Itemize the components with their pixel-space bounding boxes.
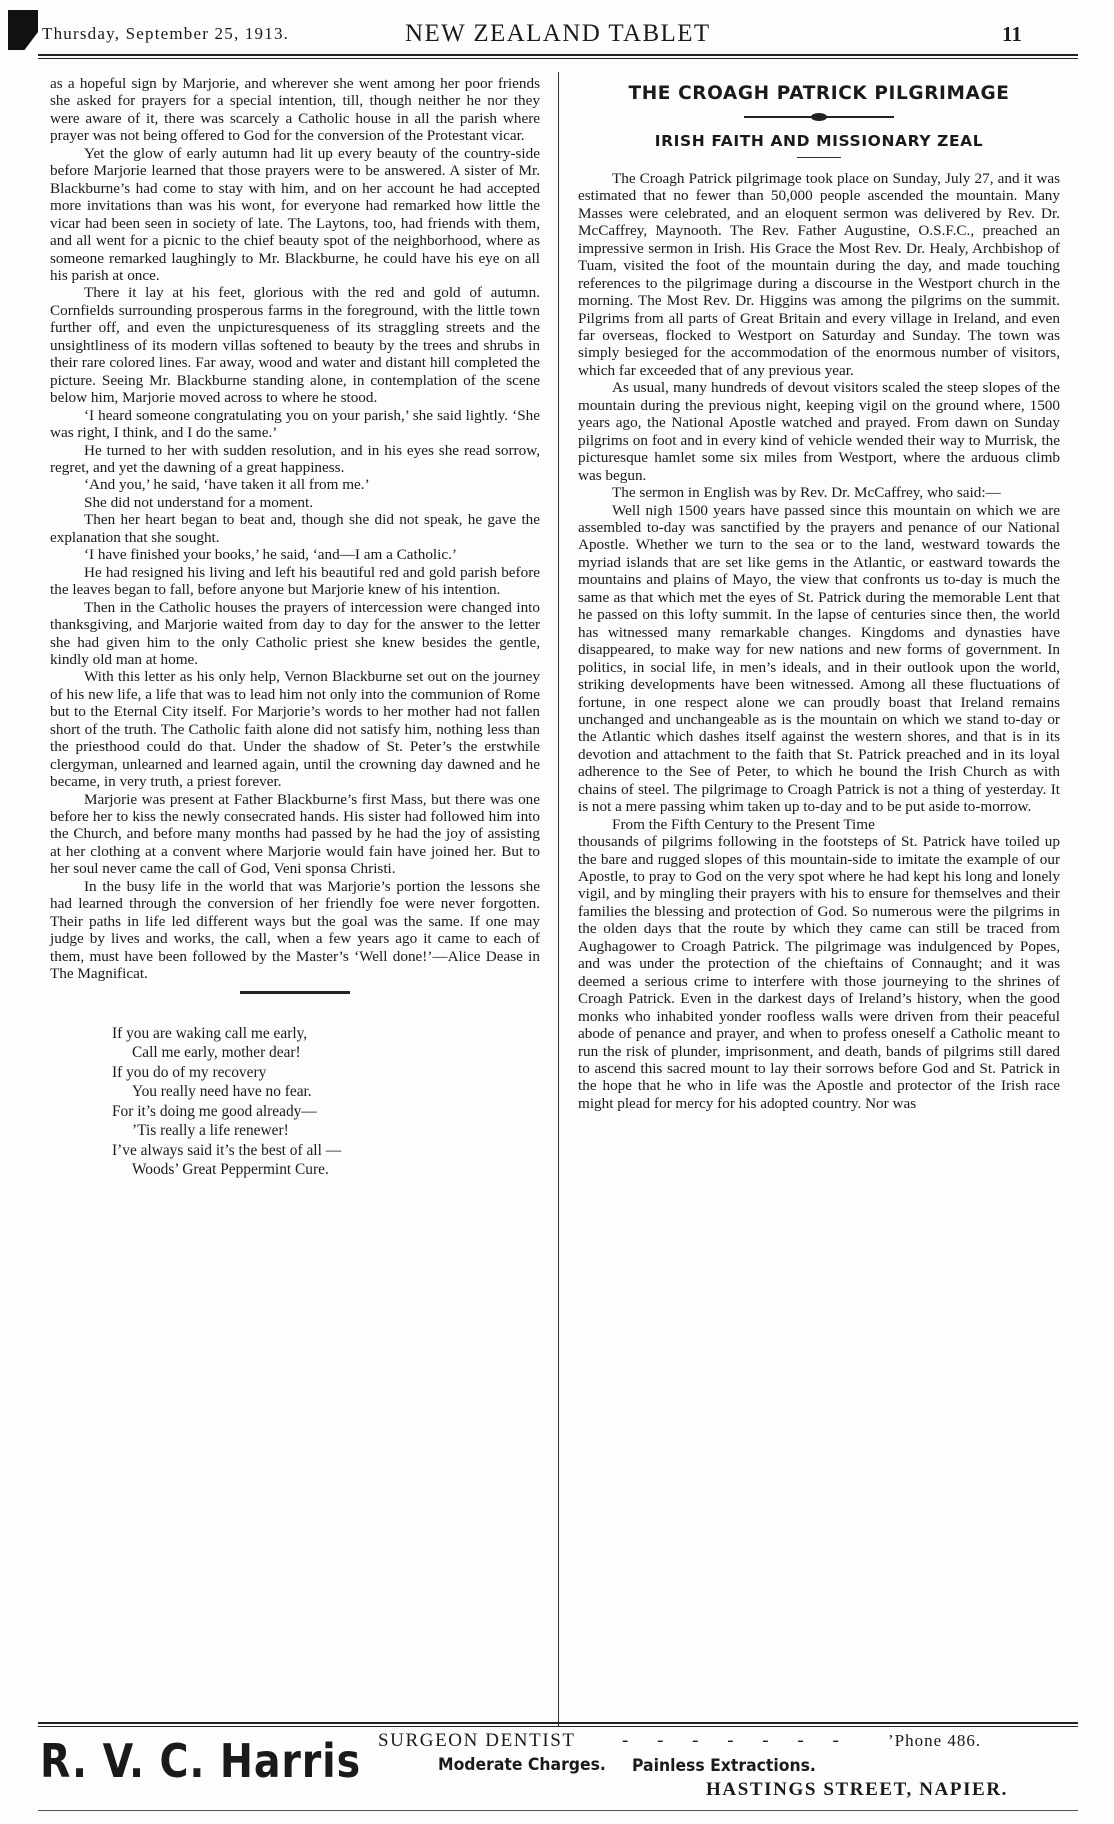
corner-mark [8, 10, 38, 50]
story-paragraph: He had resigned his living and left his beautiful red and gold parish before the leaves began to fall, before anyone but Marjorie knew of his intention. [50, 563, 540, 599]
advert-address: HASTINGS STREET, NAPIER. [706, 1779, 1009, 1800]
right-column [578, 75, 1060, 1112]
advert-dot-leader: - - - - - - - [622, 1730, 851, 1751]
story-paragraph: In the busy life in the world that was Marjorie’s portion the lessons she had learned through the conversion of her friendly foe were never forgotten. Their paths in life led different ways but the goal was the same. If one may judge by lives and works, the call, when a few years ago it came to each of them, must have been followed by the Master’s ‘Well done!’—Alice Dease in The Magnificat. [50, 877, 540, 983]
subtitle-rule [797, 157, 841, 158]
story-paragraph: ‘I have finished your books,’ he said, ‘and—I am a Catholic.’ [84, 546, 457, 564]
advert-profession: SURGEON DENTIST [378, 1730, 576, 1751]
page-number: 11 [1002, 22, 1022, 46]
poem-line: If you do of my recovery [112, 1063, 267, 1081]
article-paragraph: The sermon in English was by Rev. Dr. McCaffrey, who said:— [612, 484, 1001, 502]
sermon-paragraph: thousands of pilgrims following in the footsteps of St. Patrick have toiled up the bare and rugged slopes of this mountain-side to imitate the example of our Apostle, to pray to God on the very spot where he had kept his long and lonely vigil, and by mingling their prayers with his to ensure for themselves and their families the blessing and protection of God. So numerous were the pilgrims in the olden days that the route by which they came can still be traced from Aughagower to Croagh Patrick. The pilgrimage was indulgenced by Popes, and was under the protection of the chieftains of Connaught; and it was deemed a serious crime to interfere with those journeying to the shrines of Croagh Patrick. Even in the darkest days of Ireland’s history, when the good monks who inhabited yonder roofless walls were driven from their peaceful abode of penance and prayer, and when to profess oneself a Catholic meant to run the risk of plunder, imprisonment, and death, bands of pilgrims still dared to ascend this sacred mount to lay their sorrows before God and St. Patrick in the hope that he who in life was the Apostle and protector of the Irish race might plead for mercy for his adopted country. Nor was [578, 833, 1060, 1112]
publication-title: NEW ZEALAND TABLET [405, 20, 711, 47]
story-paragraph: ‘I heard someone congratulating you on your parish,’ she said lightly. ‘She was right, I think, and I do the same.’ [50, 406, 540, 442]
story-paragraph: as a hopeful sign by Marjorie, and wherever she went among her poor friends she asked for prayers for a special intention, till, though neither he nor they were aware of it, there was scarcely a Catholic house in all the parish where prayer was not being offered to God for the conversion of the Protestant vicar. [50, 75, 540, 145]
advert-name: R. V. C. Harris [40, 1734, 361, 1788]
story-paragraph: She did not understand for a moment. [84, 493, 314, 511]
poem-line: You really need have no fear. [132, 1083, 312, 1101]
story-paragraph: There it lay at his feet, glorious with the red and gold of autumn. Cornfields surrounding prosperous farms in the foreground, with the little town further off, and even the unpicturesqueness of its straggling streets and the unsightliness of its modern villas softened to beauty by the trees and shrubs in their rare colored lines. Far away, wood and water and distant hill completed the picture. Seeing Mr. Blackburne standing alone, in contemplation of the scene below him, Marjorie moved across to where he stood. [50, 284, 540, 407]
title-ornament-rule [744, 116, 894, 118]
advert-charges: Moderate Charges. [438, 1755, 606, 1775]
story-paragraph: ‘And you,’ he said, ‘have taken it all from me.’ [84, 476, 370, 494]
footer-rule [38, 1810, 1078, 1811]
left-column [50, 75, 540, 1180]
poem-line: Woods’ Great Peppermint Cure. [132, 1161, 329, 1179]
advert-extractions: Painless Extractions. [632, 1756, 816, 1776]
poem-line: For it’s doing me good already— [112, 1102, 317, 1120]
story-end-rule [240, 991, 350, 994]
story-paragraph: Marjorie was present at Father Blackburne’s first Mass, but there was one before her to kiss the newly consecrated hands. His sister had followed him into the Church, and before many months had passed by he had the joy of assisting at her clothing at a convent where Marjorie would fain have joined her. But to her soul never came the call of God, Veni sponsa Christi. [50, 790, 540, 878]
advert-phone: ’Phone 486. [888, 1731, 982, 1750]
header-rule [38, 54, 1078, 56]
advert-poem [112, 1024, 540, 1180]
story-paragraph: Then in the Catholic houses the prayers of intercession were changed into thanksgiving, and Marjorie waited from day to day for the answer to the letter she had given him to the only Catholic priest she knew besides the gentle, kindly old man at home. [50, 598, 540, 668]
article-paragraph: As usual, many hundreds of devout visitors scaled the steep slopes of the mountain during the previous night, keeping vigil on the ground where, 1500 years ago, the National Apostle watched and prayed. From dawn on Sunday pilgrims on foot and in every kind of vehicle wended their way to Murrisk, the picturesque hamlet some six miles from Westport, where the arduous climb was begun. [578, 379, 1060, 484]
article-title: THE CROAGH PATRICK PILGRIMAGE [628, 83, 1010, 104]
header-date: Thursday, September 25, 1913. [42, 24, 290, 43]
article-subtitle: IRISH FAITH AND MISSIONARY ZEAL [654, 132, 984, 151]
section-heading: From the Fifth Century to the Present Time [612, 815, 875, 833]
story-paragraph: Yet the glow of early autumn had lit up every beauty of the country-side before Marjorie learned that those prayers were to be answered. A sister of Mr. Blackburne’s had come to stay with him, and on her account he had accepted more invitations than was his wont, for everyone had remarked how little the vicar had been seen in society of late. The Laytons, too, had friends with them, and all went for a picnic to the chief beauty spot of the neighborhood, where as someone remarked laughingly to Mr. Blackburne, he could have his eye on all his parish at once. [50, 144, 540, 284]
poem-line: If you are waking call me early, [112, 1024, 308, 1042]
advert-rule [38, 1722, 1078, 1724]
poem-line: I’ve always said it’s the best of all — [112, 1141, 342, 1159]
story-paragraph: With this letter as his only help, Vernon Blackburne set out on the journey of his new life, a life that was to lead him not only into the communion of Rome but to the Eternal City itself. For Marjorie’s words to her mother had not fallen short of the truth. The Catholic faith alone did not satisfy him, nothing less than the priesthood could do that. Under the shadow of St. Peter’s the erstwhile clergyman, unlearned and learned again, until the crowning day dawned and he became, in very truth, a priest forever. [50, 668, 540, 791]
story-paragraph: He turned to her with sudden resolution, and in his eyes she read sorrow, regret, and yet the dawning of a great happiness. [50, 441, 540, 476]
advert-rule-thin [38, 1726, 1078, 1727]
story-paragraph: Then her heart began to beat and, though she did not speak, he gave the explanation that she sought. [50, 511, 540, 546]
page-header [0, 0, 1114, 62]
poem-line: Call me early, mother dear! [132, 1044, 301, 1062]
header-rule-thin [38, 58, 1078, 59]
sermon-paragraph: Well nigh 1500 years have passed since this mountain on which we are assembled to-day was sanctified by the prayers and penance of our National Apostle. Whether we turn to the sea or to the land, westward towards the myriad islands that are set like gems in the Atlantic, or eastward towards the mountains and plains of Mayo, the view that confronts us to-day is much the same as that which met the eyes of St. Patrick during the memorable Lent that he passed on this lofty summit. In the lapse of centuries since then, the world has witnessed many remarkable changes. Kingdoms and dynasties have disappeared, to make way for new nations and new forms of government. In politics, in social life, in men’s ideals, and in their outlook upon the world, striking developments have been witnessed. Among all these fluctuations of fortune, in one respect alone we can proudly boast that Ireland remains unchanged and unchangeable as is the mountain on which we stand to-day or the Atlantic which dashes itself against the western shores, and that is in its devotion and attachment to the faith that St. Patrick preached and in its loyal adherence to the See of Peter, to which he bound the Irish Church as with chains of steel. The pilgrimage to Croagh Patrick is not a thing of yesterday. It is not a mere passing whim taken up to-day and to be put aside to-morrow. [578, 501, 1060, 816]
article-paragraph: The Croagh Patrick pilgrimage took place on Sunday, July 27, and it was estimated that no fewer than 50,000 people ascended the mountain. Many Masses were celebrated, and an eloquent sermon was delivered by Rev. Dr. McCaffrey, Maynooth. The Rev. Father Augustine, O.S.F.C., preached an impressive sermon in Irish. His Grace the Most Rev. Dr. Healy, Archbishop of Tuam, visited the foot of the mountain during the day, and made touching references to the pilgrimage during a discourse in the Westport church in the morning. The Most Rev. Dr. Higgins was among the pilgrims on the summit. Pilgrims from all parts of Great Britain and every village in Ireland, and even far overseas, flocked to Westport on Saturday and Sunday. The town was simply besieged for the accommodation of the enormous number of visitors, which far exceeded that of any previous year. [578, 169, 1060, 379]
column-divider [558, 72, 559, 1727]
poem-line: ’Tis really a life renewer! [132, 1122, 289, 1140]
